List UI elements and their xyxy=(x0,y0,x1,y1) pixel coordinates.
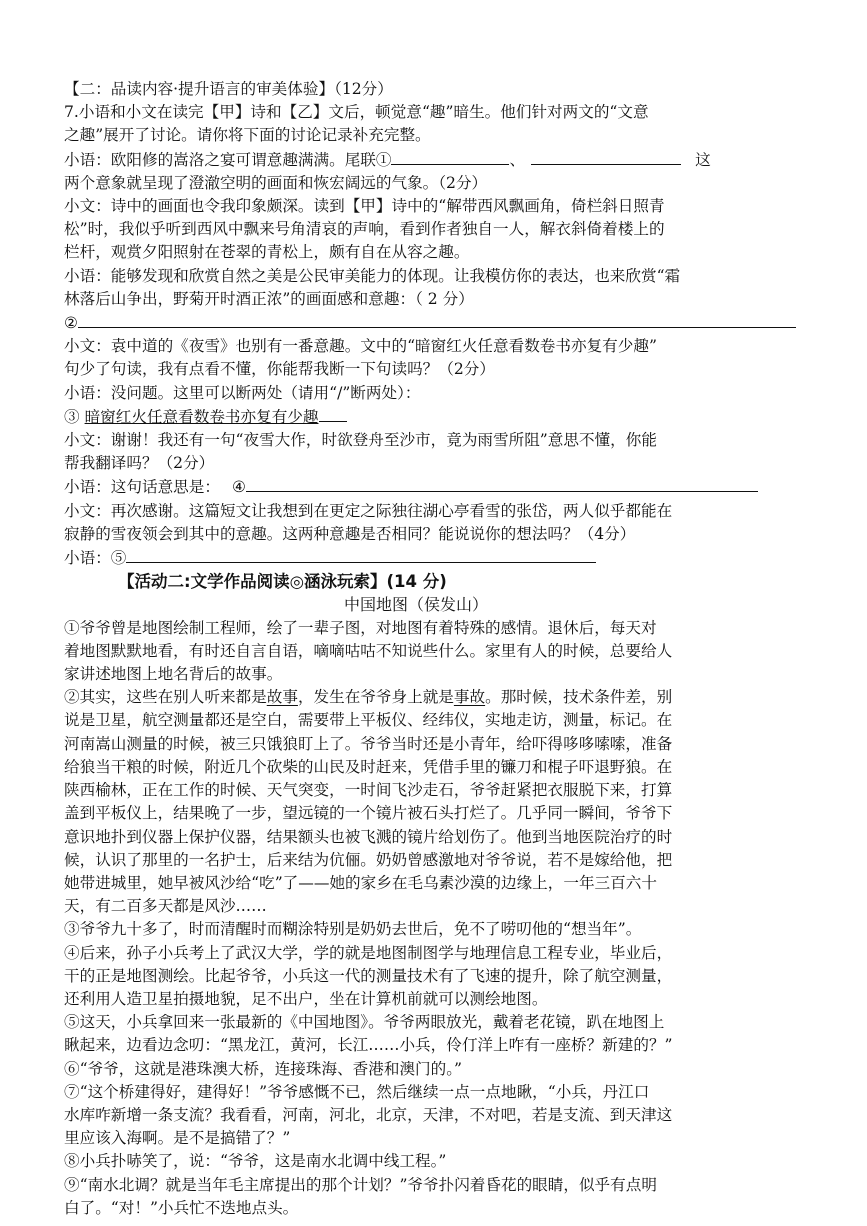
passage-line: 着地图默默地看，有时还自言自语，嘀嘀咕咕不知说些什么。家里有人的时候，总要给人 xyxy=(64,641,673,660)
section2-heading: 【活动二:文学作品阅读◎涵泳玩索】(14 分) xyxy=(118,572,447,592)
dialogue-text: 这 xyxy=(695,150,711,169)
dialogue-line: 寂静的雪夜领会到其中的意趣。这两种意趣是否相同？能说说你的想法吗？（4分） xyxy=(64,524,636,543)
passage-line: ⑤这天，小兵拿回来一张最新的《中国地图》。爷爷两眼放光，戴着老花镜，趴在地图上 xyxy=(64,1013,665,1032)
answer-blank-3[interactable] xyxy=(319,405,347,422)
dialogue-line: 小语：能够发现和欣赏自然之美是公民审美能力的体现。让我模仿你的表达，也来欣赏“霜 xyxy=(64,266,681,285)
answer-blank-4[interactable] xyxy=(246,475,758,492)
passage-line: ⑧小兵扑哧笑了，说：“爷爷，这是南水北调中线工程。” xyxy=(64,1152,447,1171)
passage-line: 水库咋新增一条支流？我看看，河南，河北，北京，天津，不对吧，若是支流、到天津这 xyxy=(64,1105,673,1124)
dialogue-line: 小语：没问题。这里可以断两处（请用“/”断两处）： xyxy=(64,383,421,402)
answer-mark: ② xyxy=(64,314,78,333)
passage-line xyxy=(64,686,808,709)
dialogue-line: 小文：再次感谢。这篇短文让我想到在更定之际独往湖心亭看雪的张岱，两人似乎都能在 xyxy=(64,501,673,520)
passage-line: 说是卫星，航空测量都还是空白，需要带上平板仪、经纬仪，实地走访，测量，标记。在 xyxy=(64,711,673,730)
q7-line: 之趣”展开了讨论。请你将下面的讨论记录补充完整。 xyxy=(64,126,431,145)
answer-line-2 xyxy=(64,311,808,335)
passage-line: 还利用人造卫星拍摄地貌，足不出户，坐在计算机前就可以测绘地图。 xyxy=(64,989,548,1008)
answer-blank-5[interactable] xyxy=(126,546,596,563)
dialogue-line: 小文：袁中道的《夜雪》也别有一番意趣。文中的“暗窗红火任意看数卷书亦复有少趣” xyxy=(64,337,657,356)
passage-text: 。那时候，技术条件差，别 xyxy=(485,688,673,707)
answer-line-3 xyxy=(64,405,808,429)
answer-line-4 xyxy=(64,475,808,499)
dialogue-text: 小语：这句话意思是： xyxy=(64,478,220,497)
answer-blank-1a[interactable] xyxy=(391,148,509,165)
dialogue-line xyxy=(64,148,808,172)
exam-page xyxy=(64,78,808,1220)
passage-line: ⑦“这个桥建得好，建得好！”爷爷感慨不已，然后继续一点一点地瞅，“小兵，丹江口 xyxy=(64,1082,650,1101)
passage-line: ⑨“南水北调？就是当年毛主席提出的那个计划？”爷爷扑闪着昏花的眼睛，似乎有点明 xyxy=(64,1175,657,1194)
passage-line: 候，认识了那里的一名护士，后来结为伉俪。奶奶曾感激地对爷爷说，若不是嫁给他，把 xyxy=(64,850,673,869)
dialogue-line: 小文：诗中的画面也令我印象颇深。读到【甲】诗中的“解带西风飘画角，倚栏斜日照青 xyxy=(64,197,665,216)
passage-line: ③爷爷九十多了，时而清醒时而糊涂特别是奶奶去世后，免不了唠叨他的“想当年”。 xyxy=(64,920,642,939)
passage-line: 白了。“对！”小兵忙不迭地点头。 xyxy=(64,1198,299,1217)
passage-text: ②其实，这些在别人听来都是 xyxy=(64,688,267,707)
separator: 、 xyxy=(509,150,526,169)
passage-title: 中国地图（侯发山） xyxy=(343,595,488,615)
passage-line: 里应该入海啊。是不是搞错了？” xyxy=(64,1129,291,1148)
passage-line: 干的正是地图测绘。比起爷爷，小兵这一代的测量技术有了飞速的提升，除了航空测量， xyxy=(64,966,673,985)
dialogue-line: 松”时，我似乎听到西风中飘来号角清哀的声响，看到作者独自一人，解衣斜倚着楼上的 xyxy=(64,220,665,239)
dialogue-line: 林落后山争出，野菊开时酒正浓”的画面感和意趣：（ 2 分） xyxy=(64,289,474,308)
answer-mark: ⑤ xyxy=(110,549,127,568)
dialogue-line: 帮我翻译吗？（2分） xyxy=(64,454,215,473)
dialogue-line: 句少了句读，我有点看不懂，你能帮我断一下句读吗？（2分） xyxy=(64,360,495,379)
underlined-word-story: 故事 xyxy=(266,688,298,707)
passage-line: 瞅起来，边看边念叨：“黑龙江，黄河，长江……小兵，伶仃洋上咋有一座桥？新建的？” xyxy=(64,1036,673,1055)
passage-line: 家讲述地图上地名背后的故事。 xyxy=(64,665,283,684)
answer-line-5 xyxy=(64,546,808,570)
answer-mark: ③ xyxy=(64,407,80,426)
passage-line: ①爷爷曾是地图绘制工程师，绘了一辈子图，对地图有着特殊的感情。退休后，每天对 xyxy=(64,618,657,637)
punctuation-sentence: 暗窗红火任意看数卷书亦复有少趣 xyxy=(84,407,319,426)
passage-line: 河南嵩山测量的时候，被三只饿狼盯上了。爷爷当时还是小青年，给吓得哆哆嗦嗦，准备 xyxy=(64,734,673,753)
passage-text: ，发生在爷爷身上就是 xyxy=(297,688,454,707)
q7-line: 7.小语和小文在读完【甲】诗和【乙】文后，顿觉意“趣”暗生。他们针对两文的“文意 xyxy=(64,103,649,122)
dialogue-line: 栏杆，观赏夕阳照射在苍翠的青松上，颇有自在从容之趣。 xyxy=(64,243,470,262)
passage-line: ⑥“爷爷，这就是港珠澳大桥，连接珠海、香港和澳门的。” xyxy=(64,1059,462,1078)
dialogue-line: 两个意象就呈现了澄澈空明的画面和恢宏阔远的气象。（2分） xyxy=(64,173,488,192)
answer-blank-2[interactable] xyxy=(78,311,796,328)
passage-line: 意识地扑到仪器上保护仪器，结果额头也被飞溅的镜片给划伤了。他到当地医院治疗的时 xyxy=(64,827,673,846)
answer-mark: ④ xyxy=(231,478,246,497)
section1-heading: 【二：品读内容·提升语言的审美体验】（12分） xyxy=(64,80,393,98)
dialogue-text: 小语： xyxy=(64,549,111,568)
passage-line: ④后来，孙子小兵考上了武汉大学，学的就是地图制图学与地理信息工程专业，毕业后， xyxy=(64,943,673,962)
dialogue-line: 小文：谢谢！我还有一句“夜雪大作，时欲登舟至沙市，竟为雨雪所阻”意思不懂，你能 xyxy=(64,431,657,450)
passage-line: 天，有二百多天都是风沙…… xyxy=(64,897,267,916)
passage-line: 陕西榆林，正在工作的时候、天气突变，一时间飞沙走石，爷爷赶紧把衣服脱下来，打算 xyxy=(64,781,673,800)
answer-blank-1b[interactable] xyxy=(531,148,681,165)
passage-line: 盖到平板仪上，结果晚了一步，望远镜的一个镜片被石头打烂了。几乎同一瞬间，爷爷下 xyxy=(64,804,673,823)
passage-line: 她带进城里，她早被风沙给“吃”了——她的家乡在毛乌素沙漠的边缘上，一年三百六十 xyxy=(64,873,657,892)
dialogue-text: 小语：欧阳修的嵩洛之宴可谓意趣满满。尾联① xyxy=(64,150,392,169)
underlined-word-accident: 事故 xyxy=(453,688,486,707)
passage-line: 给狼当干粮的时候，附近几个砍柴的山民及时赶来，凭借手里的镰刀和棍子吓退野狼。在 xyxy=(64,757,673,776)
